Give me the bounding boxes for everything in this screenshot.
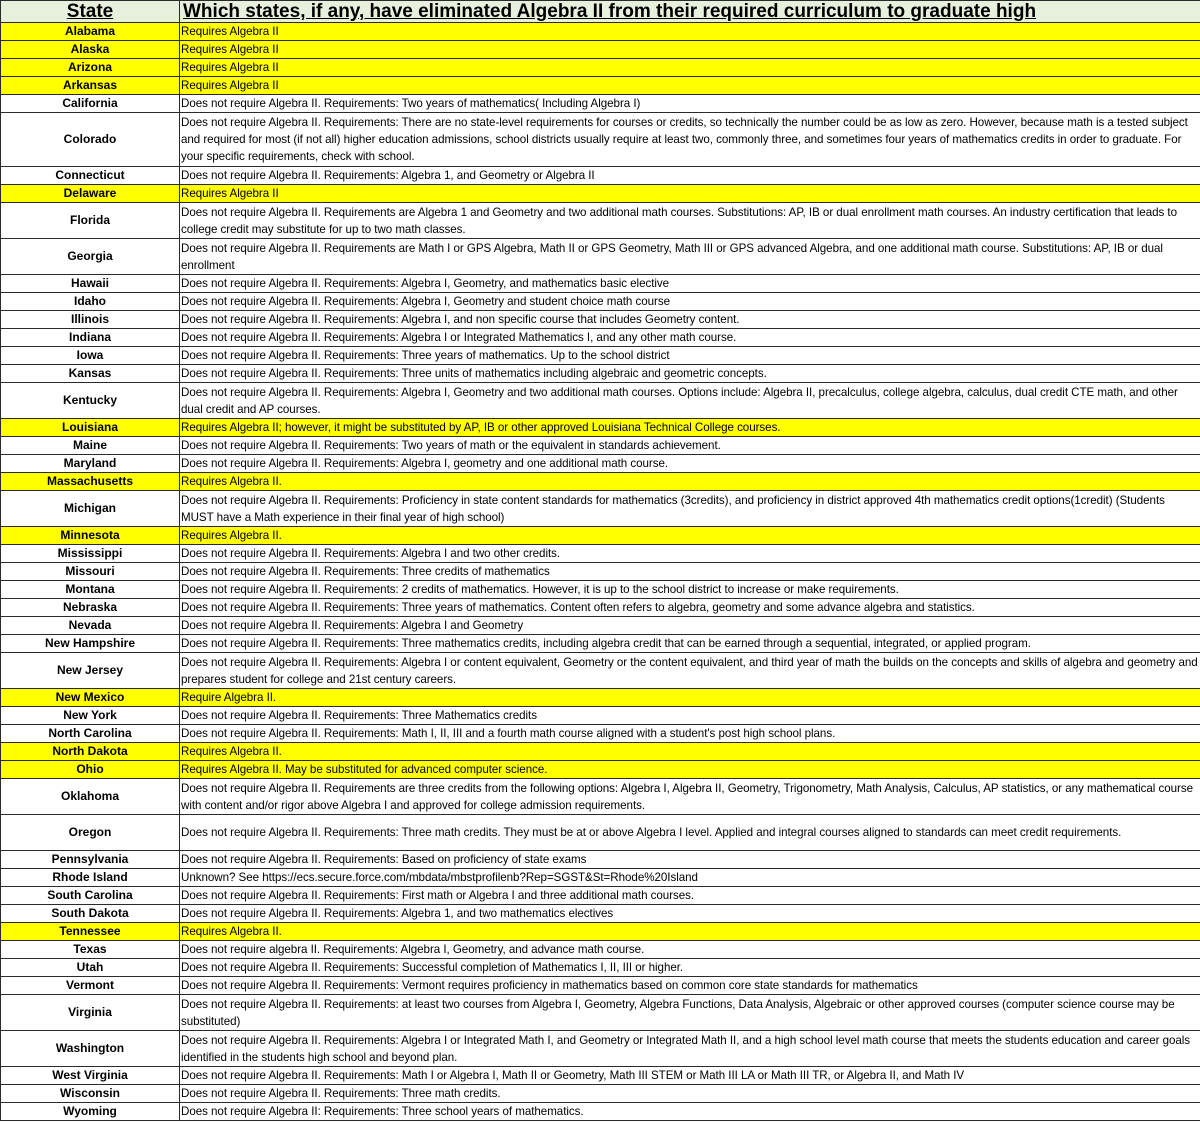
state-cell[interactable]: Massachusetts [1,473,180,491]
table-row [1,707,1200,725]
state-cell[interactable]: Georgia [1,239,180,275]
table-row [1,887,1200,905]
state-cell[interactable]: North Dakota [1,743,180,761]
state-cell[interactable]: New Jersey [1,653,180,689]
state-cell[interactable]: South Dakota [1,905,180,923]
table-row [1,1085,1200,1103]
requirement-cell[interactable]: Does not require Algebra II. Requirements: Algebra I, geometry and one additional math course. [180,455,1200,473]
requirement-cell[interactable]: Does not require Algebra II. Requirements are three credits from the following options: Algebra I, Algebra II, Geometry, Trigonometry, Math Analysis, Calculus, AP statistics, or any mathematical course with content and/or rigor above Algebra I and approved for college admission requirements. [180,779,1200,815]
requirement-cell[interactable]: Requires Algebra II. [180,743,1200,761]
state-cell[interactable]: Florida [1,203,180,239]
requirement-cell[interactable]: Requires Algebra II; however, it might be substituted by AP, IB or other approved Louisiana Technical College courses. [180,419,1200,437]
table-row [1,851,1200,869]
requirement-cell[interactable]: Does not require Algebra II. Requirements: There are no state-level requirements for courses or credits, so technically the number could be as low as zero. However, because math is a tested subject and required for most (if not all) higher education admissions, school districts usually require at least two, commonly three, and sometimes four years of mathematics credits in order to graduate. For your specific requirements, check with school. [180,113,1200,167]
state-cell[interactable]: North Carolina [1,725,180,743]
table-row [1,455,1200,473]
requirement-cell[interactable]: Unknown? See https://ecs.secure.force.com/mbdata/mbstprofilenb?Rep=SGST&St=Rhode%20Island [180,869,1200,887]
requirement-cell[interactable]: Does not require Algebra II. Requirements: Algebra I or content equivalent, Geometry or the content equivalent, and third year of math the builds on the concepts and skills of algebra and geometry and prepares student for college and 21st century careers. [180,653,1200,689]
requirement-cell[interactable]: Does not require Algebra II. Requirements: Algebra 1, and Geometry or Algebra II [180,167,1200,185]
state-cell[interactable]: Delaware [1,185,180,203]
state-cell[interactable]: Minnesota [1,527,180,545]
table-row [1,761,1200,779]
requirement-cell[interactable]: Does not require Algebra II. Requirements: Algebra I and Geometry [180,617,1200,635]
state-cell[interactable]: Tennessee [1,923,180,941]
state-cell[interactable]: Washington [1,1031,180,1067]
requirement-cell[interactable]: Requires Algebra II [180,23,1200,41]
table-row [1,635,1200,653]
requirement-cell[interactable]: Does not require Algebra II. Requirements: Proficiency in state content standards for mathematics (3credits), and proficiency in district approved 4th mathematics credit options(1credit) (Students MUST have a Math experience in their final year of high school) [180,491,1200,527]
requirement-cell[interactable]: Does not require Algebra II. Requirements: Three Mathematics credits [180,707,1200,725]
state-cell[interactable]: Missouri [1,563,180,581]
state-column-header[interactable]: State [1,1,180,23]
requirement-cell[interactable]: Does not require Algebra II. Requirements: Three mathematics credits, including algebra credit that can be earned through a sequential, integrated, or applied program. [180,635,1200,653]
state-cell[interactable]: Colorado [1,113,180,167]
table-row [1,905,1200,923]
requirement-cell[interactable]: Require Algebra II. [180,689,1200,707]
state-cell[interactable]: California [1,95,180,113]
table-row [1,743,1200,761]
requirement-cell[interactable]: Does not require Algebra II. Requirements: Math I or Algebra I, Math II or Geometry, Math III STEM or Math III LA or Math III TR, or Algebra II, and Math IV [180,1067,1200,1085]
table-row [1,995,1200,1031]
requirement-cell[interactable]: Does not require Algebra II. Requirements: Algebra I, Geometry and student choice math course [180,293,1200,311]
requirement-cell[interactable]: Does not require Algebra II. Requirements: First math or Algebra I and three additional math courses. [180,887,1200,905]
requirement-cell[interactable]: Does not require Algebra II. Requirements are Math I or GPS Algebra, Math II or GPS Geometry, Math III or GPS advanced Algebra, and one additional math course. Substitutions: AP, IB or dual enrollment [180,239,1200,275]
requirement-cell[interactable]: Does not require Algebra II. Requirements: Two years of math or the equivalent in standards achievement. [180,437,1200,455]
requirement-cell[interactable]: Does not require Algebra II. Requirements: Algebra I and two other credits. [180,545,1200,563]
requirement-cell[interactable]: Does not require Algebra II. Requirements: Two years of mathematics( Including Algebra I) [180,95,1200,113]
requirement-cell[interactable]: Does not require Algebra II. Requirements: Vermont requires proficiency in mathematics based on common core state standards for mathematics [180,977,1200,995]
table-row [1,293,1200,311]
table-row [1,95,1200,113]
state-cell[interactable]: Connecticut [1,167,180,185]
table-row [1,779,1200,815]
requirement-cell[interactable]: Does not require Algebra II. Requirements: at least two courses from Algebra I, Geometry, Algebra Functions, Data Analysis, Algebraic or other approved courses (computer science course may be substituted) [180,995,1200,1031]
table-row [1,365,1200,383]
table-row [1,689,1200,707]
table-row [1,347,1200,365]
table-row [1,581,1200,599]
table-row [1,653,1200,689]
requirement-cell[interactable]: Requires Algebra II. May be substituted for advanced computer science. [180,761,1200,779]
requirement-column-header[interactable]: Which states, if any, have eliminated Algebra II from their required curriculum to graduate high [180,1,1200,23]
state-cell[interactable]: Wyoming [1,1103,180,1121]
requirement-cell[interactable]: Does not require Algebra II. Requirements: 2 credits of mathematics. However, it is up to the school district to increase or make requirements. [180,581,1200,599]
state-cell[interactable]: Illinois [1,311,180,329]
table-row [1,77,1200,95]
state-cell[interactable]: South Carolina [1,887,180,905]
requirement-cell[interactable]: Requires Algebra II [180,59,1200,77]
requirement-cell[interactable]: Does not require Algebra II. Requirements: Algebra I or Integrated Mathematics I, and any other math course. [180,329,1200,347]
requirement-cell[interactable]: Does not require Algebra II. Requirements: Three math credits. [180,1085,1200,1103]
table-body [1,23,1200,1121]
state-cell[interactable]: Oregon [1,815,180,851]
state-cell[interactable]: Montana [1,581,180,599]
requirement-cell[interactable]: Does not require Algebra II. Requirements: Algebra I, Geometry and two additional math courses. Options include: Algebra II, precalculus, college algebra, calculus, dual credit CTE math, and other dual credit and AP courses. [180,383,1200,419]
state-cell[interactable]: Oklahoma [1,779,180,815]
state-cell[interactable]: Virginia [1,995,180,1031]
requirement-cell[interactable]: Does not require Algebra II. Requirements: Three units of mathematics including algebraic and geometric concepts. [180,365,1200,383]
table-row [1,311,1200,329]
table-row [1,815,1200,851]
requirement-cell[interactable]: Does not require Algebra II. Requirements: Three years of mathematics. Content often refers to algebra, geometry and some advance algebra and statistics. [180,599,1200,617]
requirement-cell[interactable]: Does not require Algebra II. Requirements: Algebra I or Integrated Math I, and Geometry or Integrated Math II, and a high school level math course that meets the students education and career goals identified in the students high school and beyond plan. [180,1031,1200,1067]
table-row [1,869,1200,887]
state-cell[interactable]: New York [1,707,180,725]
state-cell[interactable]: New Hampshire [1,635,180,653]
state-cell[interactable]: Texas [1,941,180,959]
table-row [1,563,1200,581]
state-cell[interactable]: Idaho [1,293,180,311]
requirement-cell[interactable]: Does not require Algebra II. Requirements: Three years of mathematics. Up to the school district [180,347,1200,365]
state-cell[interactable]: Alabama [1,23,180,41]
requirement-cell[interactable]: Does not require Algebra II. Requirements are Algebra 1 and Geometry and two additional math courses. Substitutions: AP, IB or dual enrollment math courses. An industry certification that leads to college credit may substitute for up to two math classes. [180,203,1200,239]
table-row [1,275,1200,293]
state-cell[interactable]: Nebraska [1,599,180,617]
requirement-cell[interactable]: Does not require Algebra II. Requirements: Algebra I, Geometry, and mathematics basic elective [180,275,1200,293]
requirement-cell[interactable]: Does not require Algebra II. Requirements: Based on proficiency of state exams [180,851,1200,869]
table-row [1,959,1200,977]
table-row [1,23,1200,41]
state-cell[interactable]: Kentucky [1,383,180,419]
table-row [1,617,1200,635]
requirement-cell[interactable]: Requires Algebra II [180,77,1200,95]
table-row [1,977,1200,995]
state-cell[interactable]: New Mexico [1,689,180,707]
state-cell[interactable]: Indiana [1,329,180,347]
requirement-cell[interactable]: Does not require Algebra II. Requirements: Algebra I, and non specific course that includes Geometry content. [180,311,1200,329]
requirement-cell[interactable]: Does not require Algebra II. Requirements: Algebra 1, and two mathematics electives [180,905,1200,923]
state-cell[interactable]: Utah [1,959,180,977]
requirement-cell[interactable]: Does not require Algebra II. Requirements: Three credits of mathematics [180,563,1200,581]
requirement-cell[interactable]: Requires Algebra II. [180,473,1200,491]
state-cell[interactable]: Nevada [1,617,180,635]
state-cell[interactable]: Alaska [1,41,180,59]
table-row [1,113,1200,167]
requirement-cell[interactable]: Does not require Algebra II. Requirements: Three math credits. They must be at or above Algebra I level. Applied and integral courses aligned to standards can meet credit requirements. [180,815,1200,851]
table-row [1,527,1200,545]
table-row [1,923,1200,941]
state-cell[interactable]: Ohio [1,761,180,779]
state-cell[interactable]: Wisconsin [1,1085,180,1103]
state-cell[interactable]: Louisiana [1,419,180,437]
state-cell[interactable]: Michigan [1,491,180,527]
table-row [1,941,1200,959]
state-cell[interactable]: Maine [1,437,180,455]
requirement-cell[interactable]: Requires Algebra II [180,185,1200,203]
table-row [1,599,1200,617]
table-row [1,41,1200,59]
requirement-cell[interactable]: Requires Algebra II. [180,527,1200,545]
table-row [1,1031,1200,1067]
state-cell[interactable]: Vermont [1,977,180,995]
table-row [1,473,1200,491]
requirement-cell[interactable]: Does not require Algebra II: Requirements: Three school years of mathematics. [180,1103,1200,1121]
requirement-cell[interactable]: Requires Algebra II [180,41,1200,59]
state-cell[interactable]: Mississippi [1,545,180,563]
table-row [1,725,1200,743]
table-row [1,1067,1200,1085]
table-row [1,239,1200,275]
table-row [1,437,1200,455]
requirement-cell[interactable]: Does not require Algebra II. Requirements: Math I, II, III and a fourth math course aligned with a student's post high school plans. [180,725,1200,743]
state-cell[interactable]: West Virginia [1,1067,180,1085]
table-row [1,491,1200,527]
state-cell[interactable]: Pennsylvania [1,851,180,869]
table-row [1,167,1200,185]
table-row [1,545,1200,563]
table-row [1,203,1200,239]
table-row [1,1103,1200,1121]
table-row [1,419,1200,437]
state-cell[interactable]: Arkansas [1,77,180,95]
table-row [1,59,1200,77]
state-cell[interactable]: Maryland [1,455,180,473]
state-cell[interactable]: Rhode Island [1,869,180,887]
table-row [1,185,1200,203]
header-row [1,1,1200,23]
state-cell[interactable]: Arizona [1,59,180,77]
requirement-cell[interactable]: Requires Algebra II. [180,923,1200,941]
state-cell[interactable]: Iowa [1,347,180,365]
requirement-cell[interactable]: Does not require Algebra II. Requirements: Successful completion of Mathematics I, II, III or higher. [180,959,1200,977]
table-row [1,329,1200,347]
table-row [1,383,1200,419]
state-cell[interactable]: Kansas [1,365,180,383]
state-cell[interactable]: Hawaii [1,275,180,293]
requirement-cell[interactable]: Does not require algebra II. Requirements: Algebra I, Geometry, and advance math course. [180,941,1200,959]
